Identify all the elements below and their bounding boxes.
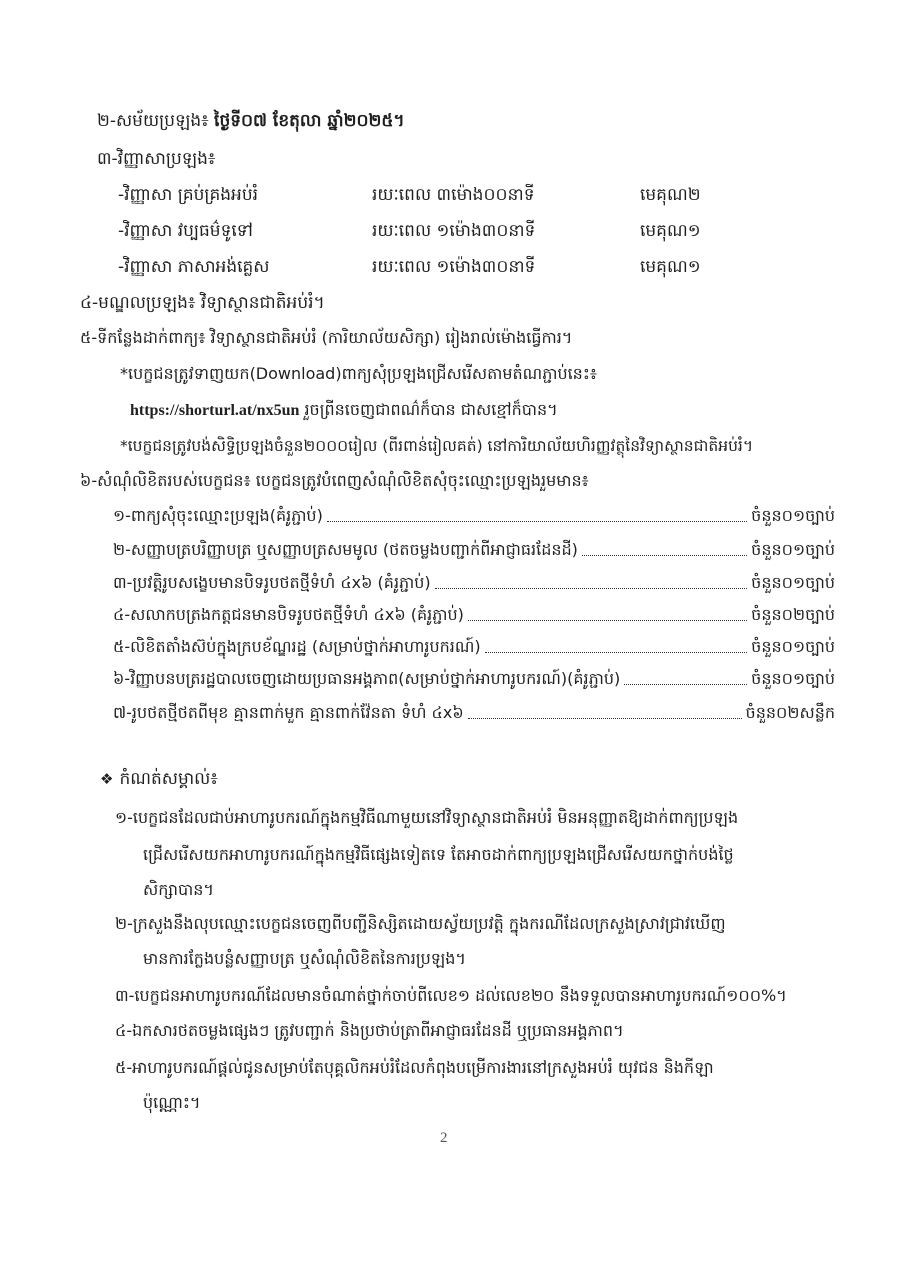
subject-coef: មេគុណ១ bbox=[640, 221, 701, 241]
download-note: *បេក្ខជនត្រូវទាញយក(Download)ពាក្យសុំប្រឡងជ្រើសរើសតាមតំណភ្ជាប់នេះ៖ bbox=[120, 364, 597, 383]
leader-dots bbox=[468, 620, 747, 621]
note-item: ៤-ឯកសារថតចម្លងផ្សេងៗ ត្រូវបញ្ជាក់ និងប្រថាប់ត្រាពីអាជ្ញាធរដែនដី ឬប្រធានអង្គភាព។ bbox=[115, 1021, 624, 1040]
notes-title bbox=[100, 766, 218, 792]
download-suffix: រួចព្រីនចេញជាពណ៌ក៏បាន ជាសខ្មៅក៏បាន។ bbox=[299, 400, 558, 419]
document-count: ចំនួន០១ច្បាប់ bbox=[751, 573, 835, 592]
subject-coef: មេគុណ២ bbox=[640, 185, 701, 205]
notes-title-text: កំណត់សម្គាល់៖ bbox=[119, 769, 218, 789]
document-label: ២-សញ្ញាបត្របរិញ្ញាបត្រ ឬសញ្ញាបត្រសមមូល (ថតចម្លងបញ្ជាក់ពីអាជ្ញាធរដែនដី) bbox=[113, 540, 578, 559]
leader-dots bbox=[582, 555, 747, 556]
document-count: ចំនួន០២ច្បាប់ bbox=[751, 605, 835, 624]
document-label: ៦-វិញ្ញាបនបត្ររដ្ឋបាលចេញដោយប្រធានអង្គភាព(សម្រាប់ថ្នាក់អាហារូបករណ៍)(គំរូភ្ជាប់) bbox=[113, 669, 621, 688]
note-item: ប៉ុណ្ណោះ។ bbox=[143, 1093, 201, 1112]
note-item: ជ្រើសរើសយកអាហារូបករណ៍ក្នុងកម្មវិធីផ្សេងទៀតទេ តែអាចដាក់ពាក្យប្រឡងជ្រើសរើសយកថ្នាក់បង់ថ្លៃ bbox=[143, 845, 734, 864]
page-number: 2 bbox=[440, 1130, 448, 1146]
document-item bbox=[113, 537, 835, 563]
document-count: ចំនួន០១ច្បាប់ bbox=[751, 540, 835, 559]
leader-dots bbox=[327, 521, 747, 522]
application-place: ៥-ទីកន្លែងដាក់ពាក្យ៖ វិទ្យាស្ថានជាតិអប់រំ (ការិយាល័យសិក្សា) រៀងរាល់ម៉ោងធ្វើការ។ bbox=[80, 328, 573, 347]
session-date: ថ្ងៃទី០៧ ខែតុលា ឆ្នាំ២០២៥។ bbox=[214, 111, 405, 131]
note-item: ១-បេក្ខជនដែលជាប់អាហារូបករណ៍ក្នុងកម្មវិធីណាមួយនៅវិទ្យាស្ថានជាតិអប់រំ មិនអនុញ្ញាតឱ្យដាក់ពាក្យប្រឡង bbox=[115, 808, 739, 827]
note-item: ៣-បេក្ខជនអាហារូបករណ៍ដែលមានចំណាត់ថ្នាក់ចាប់ពីលេខ១ ដល់លេខ២០ នឹងទទួលបានអាហារូបករណ៍១០០%។ bbox=[115, 986, 787, 1005]
exam-center: ៤-មណ្ឌលប្រឡង៖ វិទ្យាស្ថានជាតិអប់រំ។ bbox=[80, 293, 325, 313]
download-link[interactable]: https://shorturl.at/nx5un bbox=[130, 402, 300, 419]
subjects-title: ៣-វិញ្ញាសាប្រឡង៖ bbox=[97, 149, 216, 169]
leader-dots bbox=[624, 684, 747, 685]
subject-coef: មេគុណ១ bbox=[640, 257, 701, 277]
subject-name: -វិញ្ញាសា ភាសាអង់គ្លេស bbox=[118, 257, 270, 277]
documents-title: ៦-សំណុំលិខិតរបស់បេក្ខជន៖ បេក្ខជនត្រូវបំពេញសំណុំលិខិតសុំចុះឈ្មោះប្រឡងរួមមាន៖ bbox=[80, 471, 589, 490]
document-item bbox=[113, 700, 835, 726]
document-item bbox=[113, 602, 835, 628]
session-label: ២-សម័យប្រឡង៖ bbox=[97, 111, 215, 131]
document-label: ៧-រូបថតថ្មីថតពីមុខ គ្មានពាក់មួក គ្មានពាក់វ៉ែនតា ទំហំ ៤x៦ bbox=[113, 703, 464, 722]
note-item: ២-ក្រសួងនឹងលុបឈ្មោះបេក្ខជនចេញពីបញ្ជីនិស្សិតដោយស្វ័យប្រវត្តិ ក្នុងករណីដែលក្រសួងស្រាវជ្រាវឃើញ bbox=[115, 914, 726, 933]
leader-dots bbox=[485, 652, 748, 653]
fee-note: *បេក្ខជនត្រូវបង់សិទ្ធិប្រឡងចំនួន២០០០រៀល (ពីរពាន់រៀលគត់) នៅការិយាល័យហិរញ្ញវត្ថុនៃវិទ្យាស្ថានជាតិអប់រំ។ bbox=[120, 437, 754, 455]
document-item bbox=[113, 634, 835, 660]
subject-name: -វិញ្ញាសា គ្រប់គ្រងអប់រំ bbox=[118, 185, 259, 205]
subject-duration: រយៈពេល ៣ម៉ោង០០នាទី bbox=[372, 185, 535, 205]
document-label: ៤-សលាកបត្រងកត្តជនមានបិទរូបថតថ្មីទំហំ ៤x៦ (គំរូភ្ជាប់) bbox=[113, 605, 464, 624]
subject-name: -វិញ្ញាសា វប្បធម៌ទូទៅ bbox=[118, 221, 253, 241]
leader-dots bbox=[468, 718, 742, 719]
document-item bbox=[113, 570, 835, 596]
document-label: ៥-លិខិតតាំងស៊ប់ក្នុងក្របខ័ណ្ឌរដ្ឋ (សម្រាប់ថ្នាក់អាហារូបករណ៍) bbox=[113, 637, 481, 656]
document-label: ៣-ប្រវត្តិរូបសង្ខេបមានបិទរូបថតថ្មីទំហំ ៤x៦ (គំរូភ្ជាប់) bbox=[113, 573, 431, 592]
document-label: ១-ពាក្យសុំចុះឈ្មោះប្រឡង(គំរូភ្ជាប់) bbox=[113, 506, 323, 525]
document-count: ចំនួន០២សន្លឹក bbox=[745, 703, 835, 722]
note-item: ៥-អាហារូបករណ៍ផ្តល់ជូនសម្រាប់តែបុគ្គលិកអប់រំដែលកំពុងបម្រើការងារនៅក្រសួងអប់រំ យុវជន និងកីឡា bbox=[115, 1058, 714, 1077]
download-line bbox=[130, 397, 558, 424]
document-count: ចំនួន០១ច្បាប់ bbox=[751, 637, 835, 656]
exam-session bbox=[97, 108, 405, 134]
document-count: ចំនួន០១ច្បាប់ bbox=[751, 669, 835, 688]
document-count: ចំនួន០១ច្បាប់ bbox=[751, 506, 835, 525]
leader-dots bbox=[435, 588, 748, 589]
subject-duration: រយៈពេល ១ម៉ោង៣០នាទី bbox=[372, 221, 536, 241]
note-item: សិក្សាបាន។ bbox=[143, 880, 214, 899]
document-item bbox=[113, 666, 835, 692]
document-item bbox=[113, 503, 835, 529]
diamond-bullet-icon: ❖ bbox=[100, 770, 114, 788]
note-item: មានការក្លែងបន្លំសញ្ញាបត្រ ឬសំណុំលិខិតនៃការប្រឡង។ bbox=[143, 949, 466, 968]
subject-duration: រយៈពេល ១ម៉ោង៣០នាទី bbox=[372, 257, 536, 277]
